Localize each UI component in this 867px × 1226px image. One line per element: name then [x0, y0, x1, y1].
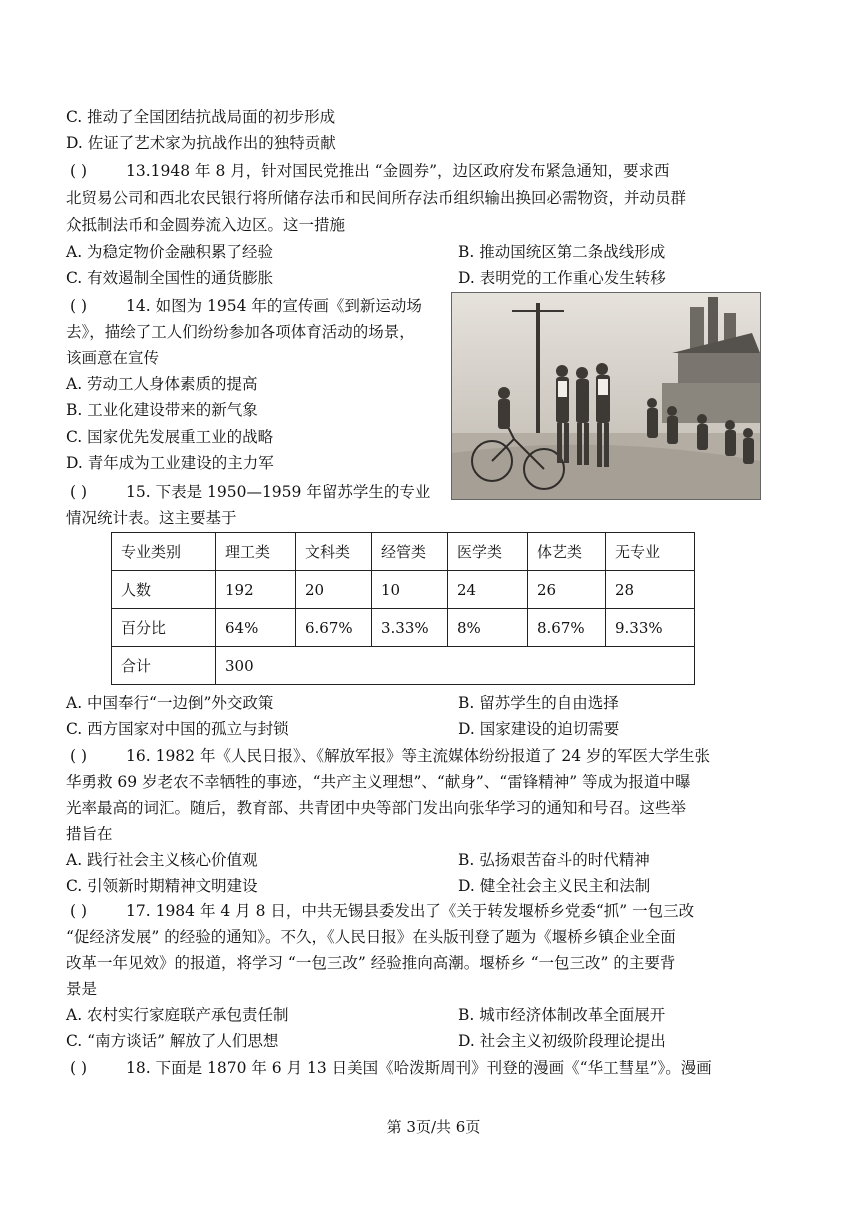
poster-drawing — [452, 293, 760, 499]
q18-stem-line — [70, 1057, 712, 1079]
table-cell: 9.33% — [606, 609, 695, 647]
q14-option-d: D. 青年成为工业建设的主力军 — [66, 454, 274, 472]
q17-stem-line — [70, 900, 694, 922]
table-cell: 64% — [216, 609, 296, 647]
q13-stem-line: 众抵制法币和金圆券流入边区。这一措施 — [66, 216, 346, 234]
q18-stem-text: 18. 下面是 1870 年 6 月 13 日美国《哈泼斯周刊》刊登的漫画《“华工彗星”》。漫画 — [126, 1059, 712, 1077]
q13-stem-text: 13.1948 年 8 月，针对国民党推出 “金圆券”，边区政府发布紧急通知，要求西 — [126, 162, 670, 180]
q16-stem-line: 华勇救 69 岁老农不幸牺牲的事迹，“共产主义理想”、“献身”、“雷锋精神” 等成为报道中曝 — [66, 773, 691, 791]
q14-option-b: B. 工业化建设带来的新气象 — [66, 401, 258, 419]
q14-stem-text: 14. 如图为 1954 年的宣传画《到新运动场 — [126, 297, 422, 315]
answer-paren: ( ) — [70, 902, 88, 920]
q17-option-a: A. 农村实行家庭联产承包责任制 — [66, 1006, 289, 1024]
table-cell: 经管类 — [372, 533, 448, 571]
table-cell: 10 — [372, 571, 448, 609]
q13-option-c: C. 有效遏制全国性的通货膨胀 — [66, 269, 274, 287]
table-cell: 文科类 — [296, 533, 372, 571]
study-abroad-stats-table — [111, 532, 695, 685]
table-cell: 合计 — [112, 647, 216, 685]
table-cell: 26 — [528, 571, 606, 609]
q13-stem-line: 北贸易公司和西北农民银行将所储存法币和民间所存法币组织输出换回必需物资，并动员群 — [66, 189, 687, 207]
q12-option-c: C. 推动了全国团结抗战局面的初步形成 — [66, 108, 336, 126]
q17-stem-text: 17. 1984 年 4 月 8 日，中共无锡县委发出了《关于转发堰桥乡党委“抓” 一包三改 — [126, 902, 695, 920]
table-cell: 24 — [448, 571, 528, 609]
table-cell: 28 — [606, 571, 695, 609]
answer-paren: ( ) — [70, 747, 88, 765]
q14-option-c: C. 国家优先发展重工业的战略 — [66, 428, 274, 446]
q16-stem-line: 光率最高的词汇。随后，教育部、共青团中央等部门发出向张华学习的通知和号召。这些举 — [66, 799, 687, 817]
table-cell: 20 — [296, 571, 372, 609]
table-cell: 无专业 — [606, 533, 695, 571]
q14-option-a: A. 劳动工人身体素质的提高 — [66, 375, 258, 393]
table-total-row — [112, 647, 695, 685]
q15-stem-line: 情况统计表。这主要基于 — [66, 509, 237, 527]
table-cell: 8.67% — [528, 609, 606, 647]
table-cell: 6.67% — [296, 609, 372, 647]
q16-stem-line: 措旨在 — [66, 825, 113, 843]
table-header-row — [112, 533, 695, 571]
q13-option-a: A. 为稳定物价金融积累了经验 — [66, 243, 274, 261]
table-cell: 8% — [448, 609, 528, 647]
q15-option-c: C. 西方国家对中国的孤立与封锁 — [66, 720, 289, 738]
answer-paren: ( ) — [70, 297, 88, 315]
table-cell: 人数 — [112, 571, 216, 609]
q14-stem-line — [70, 295, 422, 317]
q17-stem-line: “促经济发展” 的经验的通知》。不久，《人民日报》在头版刊登了题为《堰桥乡镇企业全面 — [66, 928, 676, 946]
page-number-footer: 第 3页/共 6页 — [386, 1118, 481, 1136]
propaganda-poster-image — [451, 292, 761, 500]
answer-paren: ( ) — [70, 162, 88, 180]
q16-option-d: D. 健全社会主义民主和法制 — [458, 877, 651, 895]
q12-option-d: D. 佐证了艺术家为抗战作出的独特贡献 — [66, 134, 336, 152]
q15-option-b: B. 留苏学生的自由选择 — [458, 694, 619, 712]
q16-stem-text: 16. 1982 年《人民日报》、《解放军报》等主流媒体纷纷报道了 24 岁的军医大学生张 — [126, 747, 711, 765]
q17-option-d: D. 社会主义初级阶段理论提出 — [458, 1032, 666, 1050]
q14-stem-line: 该画意在宣传 — [66, 349, 160, 367]
q14-stem-line: 去》，描绘了工人们纷纷参加各项体育活动的场景， — [66, 323, 415, 341]
table-cell: 体艺类 — [528, 533, 606, 571]
q17-option-b: B. 城市经济体制改革全面展开 — [458, 1006, 666, 1024]
table-cell: 理工类 — [216, 533, 296, 571]
q16-option-b: B. 弘扬艰苦奋斗的时代精神 — [458, 851, 650, 869]
q13-stem-line — [70, 160, 670, 182]
q15-option-a: A. 中国奉行“一边倒”外交政策 — [66, 694, 274, 712]
q15-stem-line — [70, 481, 430, 503]
answer-paren: ( ) — [70, 1059, 88, 1077]
q13-option-b: B. 推动国统区第二条战线形成 — [458, 243, 666, 261]
table-row — [112, 571, 695, 609]
q16-stem-line — [70, 745, 710, 767]
q17-option-c: C. “南方谈话” 解放了人们思想 — [66, 1032, 279, 1050]
table-cell: 专业类别 — [112, 533, 216, 571]
q15-option-d: D. 国家建设的迫切需要 — [458, 720, 620, 738]
q13-option-d: D. 表明党的工作重心发生转移 — [458, 269, 666, 287]
q17-stem-line: 改革一年见效》的报道，将学习 “一包三改” 经验推向高潮。堰桥乡 “一包三改” 的主要背 — [66, 954, 676, 972]
table-cell: 百分比 — [112, 609, 216, 647]
q16-option-c: C. 引领新时期精神文明建设 — [66, 877, 258, 895]
answer-paren: ( ) — [70, 483, 88, 501]
table-cell: 192 — [216, 571, 296, 609]
table-cell: 3.33% — [372, 609, 448, 647]
table-row — [112, 609, 695, 647]
table-cell: 医学类 — [448, 533, 528, 571]
q16-option-a: A. 践行社会主义核心价值观 — [66, 851, 258, 869]
q17-stem-line: 景是 — [66, 980, 98, 998]
q15-stem-text: 15. 下表是 1950—1959 年留苏学生的专业 — [126, 483, 431, 501]
table-cell: 300 — [216, 647, 695, 685]
